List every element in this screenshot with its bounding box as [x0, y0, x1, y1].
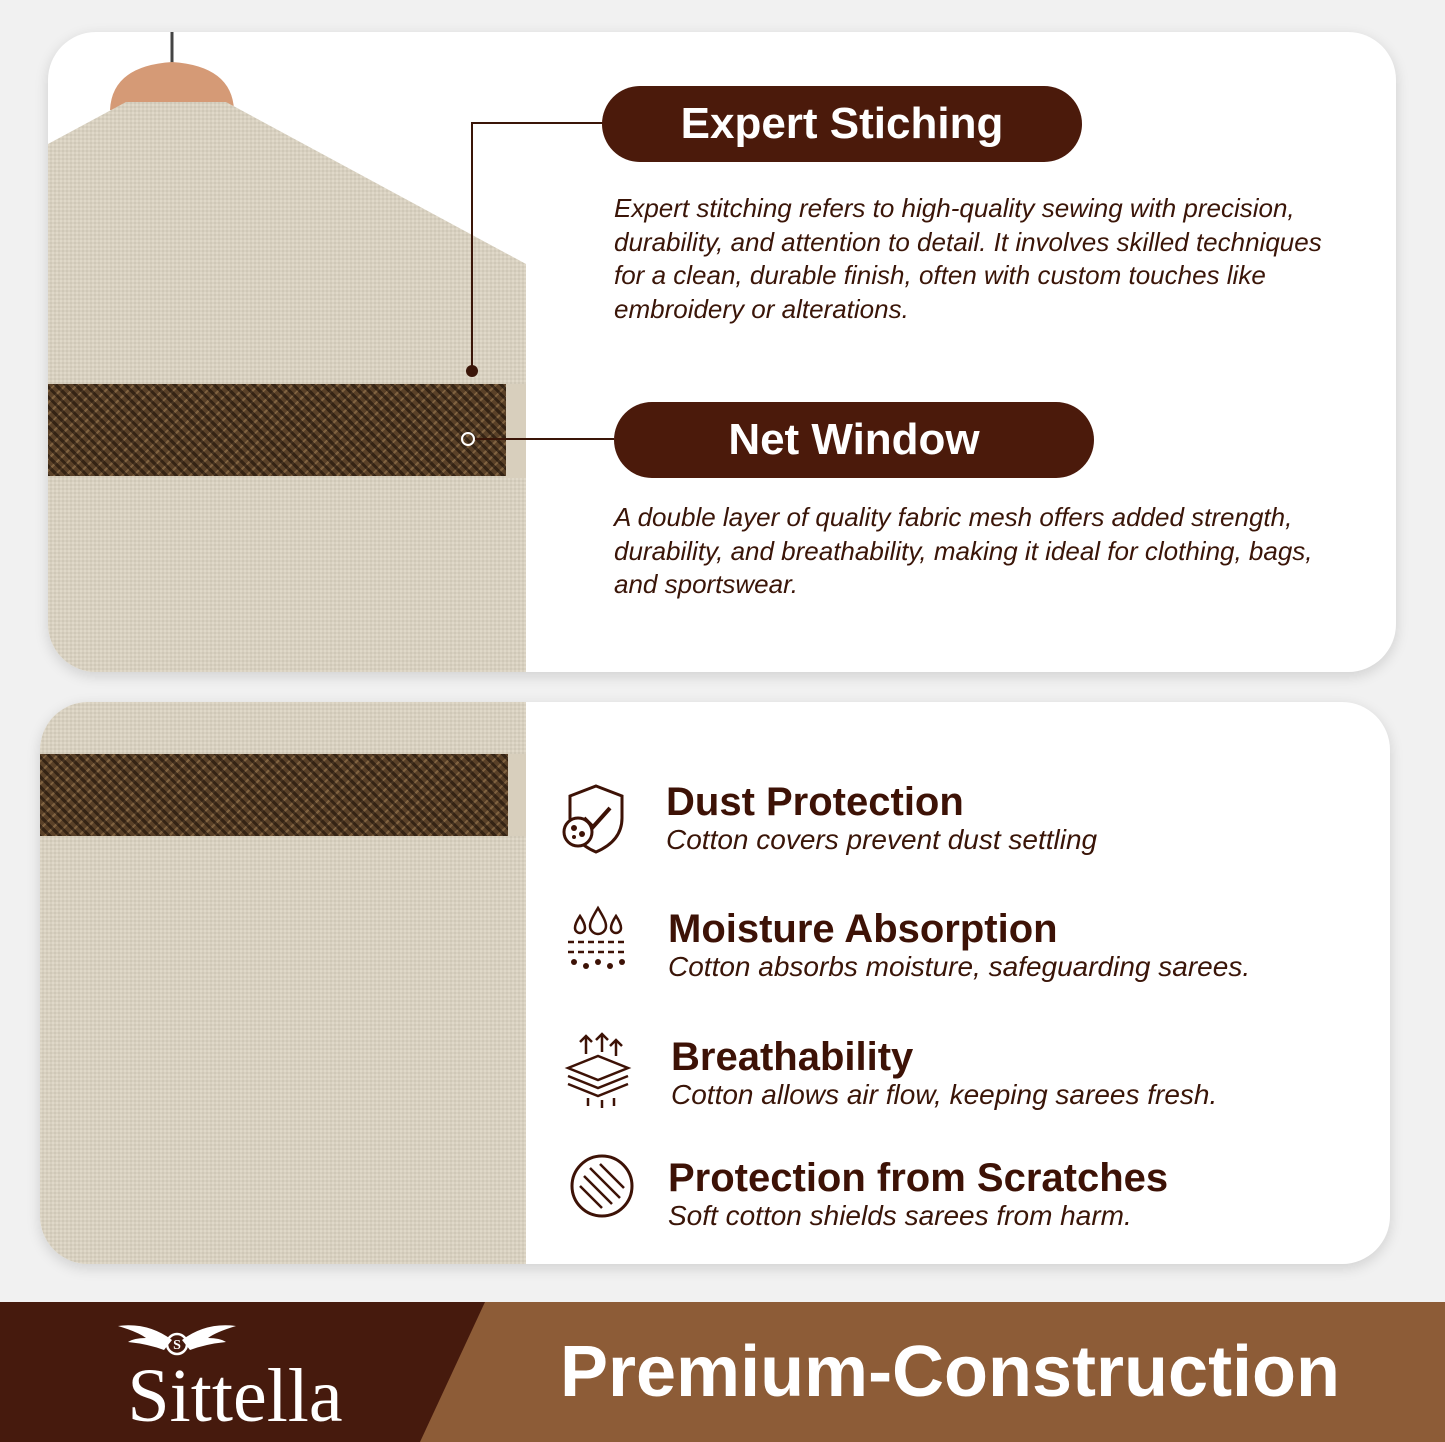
- feature-title: Protection from Scratches: [668, 1156, 1169, 1200]
- feature-subtitle: Soft cotton shields sarees from harm.: [668, 1200, 1132, 1231]
- garment-bag-closeup-image: [40, 702, 526, 1264]
- feature-subtitle: Cotton absorbs moisture, safeguarding sarees.: [668, 951, 1251, 982]
- scratch-circle-icon: [562, 1146, 642, 1226]
- expert-stitching-description: Expert stitching refers to high-quality sewing with precision, durability, and attention to detail. It involves skilled techniques for a clean, durable finish, often with custom touches like embroidery or alterations.: [614, 193, 1322, 324]
- feature-title: Dust Protection: [666, 780, 964, 824]
- closeup-net-window-mesh: [40, 754, 508, 838]
- net-window-description: A double layer of quality fabric mesh offers added strength, durability, and breathability, making it ideal for clothing, bags, and sportswear.: [614, 502, 1313, 599]
- feature-subtitle: Cotton allows air flow, keeping sarees fresh.: [671, 1079, 1218, 1110]
- expert-stitching-card: [48, 32, 1396, 672]
- net-window-title: Net Window: [614, 402, 1094, 478]
- airflow-layers-icon: [558, 1028, 638, 1108]
- feature-title: Moisture Absorption: [668, 907, 1058, 951]
- svg-text:S: S: [173, 1338, 181, 1353]
- feature-title: Breathability: [671, 1035, 914, 1079]
- shield-check-icon: [556, 780, 636, 860]
- footer-title: Premium-Construction: [559, 1332, 1341, 1412]
- brand-name: Sittella: [127, 1354, 343, 1438]
- closeup-lower-fabric: [40, 836, 526, 1264]
- water-drops-icon: [558, 902, 638, 982]
- feature-subtitle: Cotton covers prevent dust settling: [666, 824, 1098, 855]
- garment-bag-image: [48, 32, 526, 672]
- closeup-top-fabric: [40, 702, 526, 756]
- garment-bag-lower-fabric: [48, 476, 526, 672]
- features-card: [40, 702, 1390, 1264]
- net-window-mesh: [48, 384, 506, 478]
- expert-stitching-title: Expert Stiching: [602, 86, 1082, 162]
